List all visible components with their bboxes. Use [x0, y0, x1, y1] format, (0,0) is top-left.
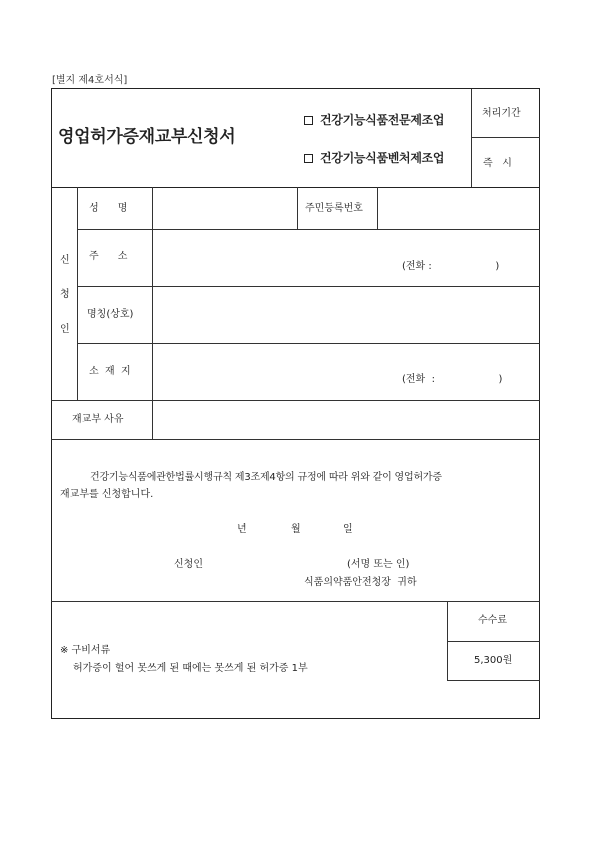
address-field[interactable] — [153, 230, 538, 285]
option-label-venture: 건강기능식품벤처제조업 — [320, 151, 445, 165]
date-year-label: 년 — [237, 524, 247, 535]
fee-label: 수수료 — [478, 615, 507, 626]
reissue-reason-label: 재교부 사유 — [72, 414, 124, 425]
applicant-group-char-1: 신 — [60, 255, 70, 266]
name-label: 성 명 — [89, 203, 128, 214]
date-day-label: 일 — [343, 524, 353, 535]
signature-hint: (서명 또는 인) — [347, 559, 410, 570]
statement-line-2: 재교부를 신청합니다. — [60, 489, 154, 500]
header-divider — [471, 89, 472, 187]
applicant-group-char-2: 청 — [60, 289, 70, 300]
processing-period-value: 즉 시 — [483, 158, 512, 169]
fee-bottom-line — [447, 680, 540, 681]
date-month-label: 월 — [291, 524, 301, 535]
required-document-item: 허가증이 헐어 못쓰게 된 때에는 못쓰게 된 허가증 1부 — [73, 663, 308, 674]
address-phone-label: (전화 : ) — [402, 261, 500, 272]
applicant-sign-label: 신청인 — [174, 559, 203, 570]
address-label: 주 소 — [89, 251, 128, 262]
name-field[interactable] — [153, 188, 296, 228]
location-field[interactable] — [153, 344, 538, 399]
location-label: 소 재 지 — [89, 366, 131, 377]
checkbox-professional-manufacturing[interactable] — [304, 116, 313, 125]
form-title: 영업허가증재교부신청서 — [58, 127, 236, 147]
reissue-reason-field[interactable] — [153, 401, 538, 438]
processing-divider — [471, 137, 540, 138]
name-divider — [297, 187, 298, 229]
addressee: 식품의약품안전청장 귀하 — [304, 577, 417, 588]
processing-period-label: 처리기간 — [482, 108, 521, 119]
checkbox-venture-manufacturing[interactable] — [304, 154, 313, 163]
bottom-section-line — [51, 601, 540, 602]
required-documents-heading: ※ 구비서류 — [60, 645, 111, 656]
resident-no-field[interactable] — [378, 188, 538, 228]
applicant-group-char-3: 인 — [60, 324, 70, 335]
business-name-field[interactable] — [153, 287, 538, 342]
option-label-professional: 건강기능식품전문제조업 — [320, 113, 445, 127]
form-number: [별지 제4호서식] — [52, 75, 128, 86]
fee-amount: 5,300원 — [474, 655, 513, 666]
resident-no-label: 주민등록번호 — [305, 203, 363, 214]
location-phone-label: (전화 : ) — [402, 374, 503, 385]
business-name-label: 명칭(상호) — [87, 309, 134, 320]
fee-divider — [447, 641, 540, 642]
statement-line-1: 건강기능식품에관한법률시행규칙 제3조제4항의 규정에 따라 위와 같이 영업허가증 — [90, 472, 442, 483]
reason-bottom-line — [51, 439, 540, 440]
applicant-group-divider — [77, 187, 78, 400]
